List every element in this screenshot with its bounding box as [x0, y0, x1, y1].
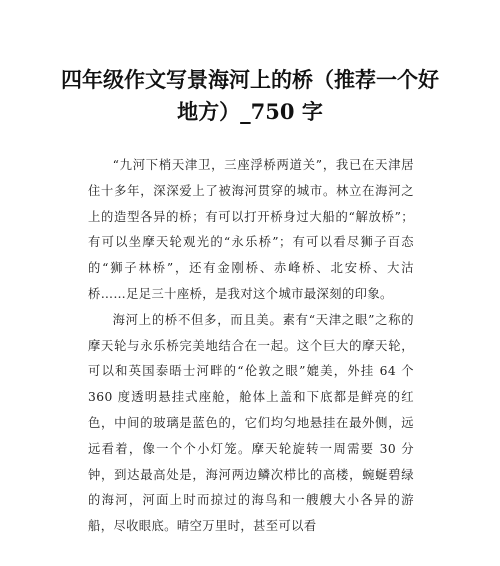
- paragraph: “九河下梢天津卫，三座浮桥两道关”，我已在天津居住十多年，深深爱上了被海河贯穿的城市。林立在海河之上的造型各异的桥；有可以打开桥身过大船的“解放桥”；有可以坐摩天轮观光的“永乐桥”；有可以看尽狮子百态的“狮子林桥”，还有金刚桥、赤峰桥、北安桥、大沽桥……足足三十座桥，是我对这个城市最深刻的印象。: [88, 158, 414, 301]
- document-title: 四年级作文写景海河上的桥（推荐一个好地方）_750 字: [61, 67, 439, 124]
- document-body: [88, 153, 414, 540]
- paragraph: 海河上的桥不但多，而且美。素有“天津之眼”之称的摩天轮与永乐桥完美地结合在一起。这个巨大的摩天轮，可以和英国泰晤士河畔的“伦敦之眼”媲美，外挂 64 个 360 度透明悬挂式座舱，舱体上盖和下底都是鲜亮的红色，中间的玻璃是蓝色的，它们均匀地悬挂在最外侧，远远看着，像一个个小灯笼。摩天轮旋转一周需要 30 分钟，到达最高处是，海河两边鳞次栉比的高楼，蜿蜒碧绿的海河，河面上时而掠过的海鸟和一艘艘大小各异的游船，尽收眼底。晴空万里时，甚至可以看: [88, 312, 414, 534]
